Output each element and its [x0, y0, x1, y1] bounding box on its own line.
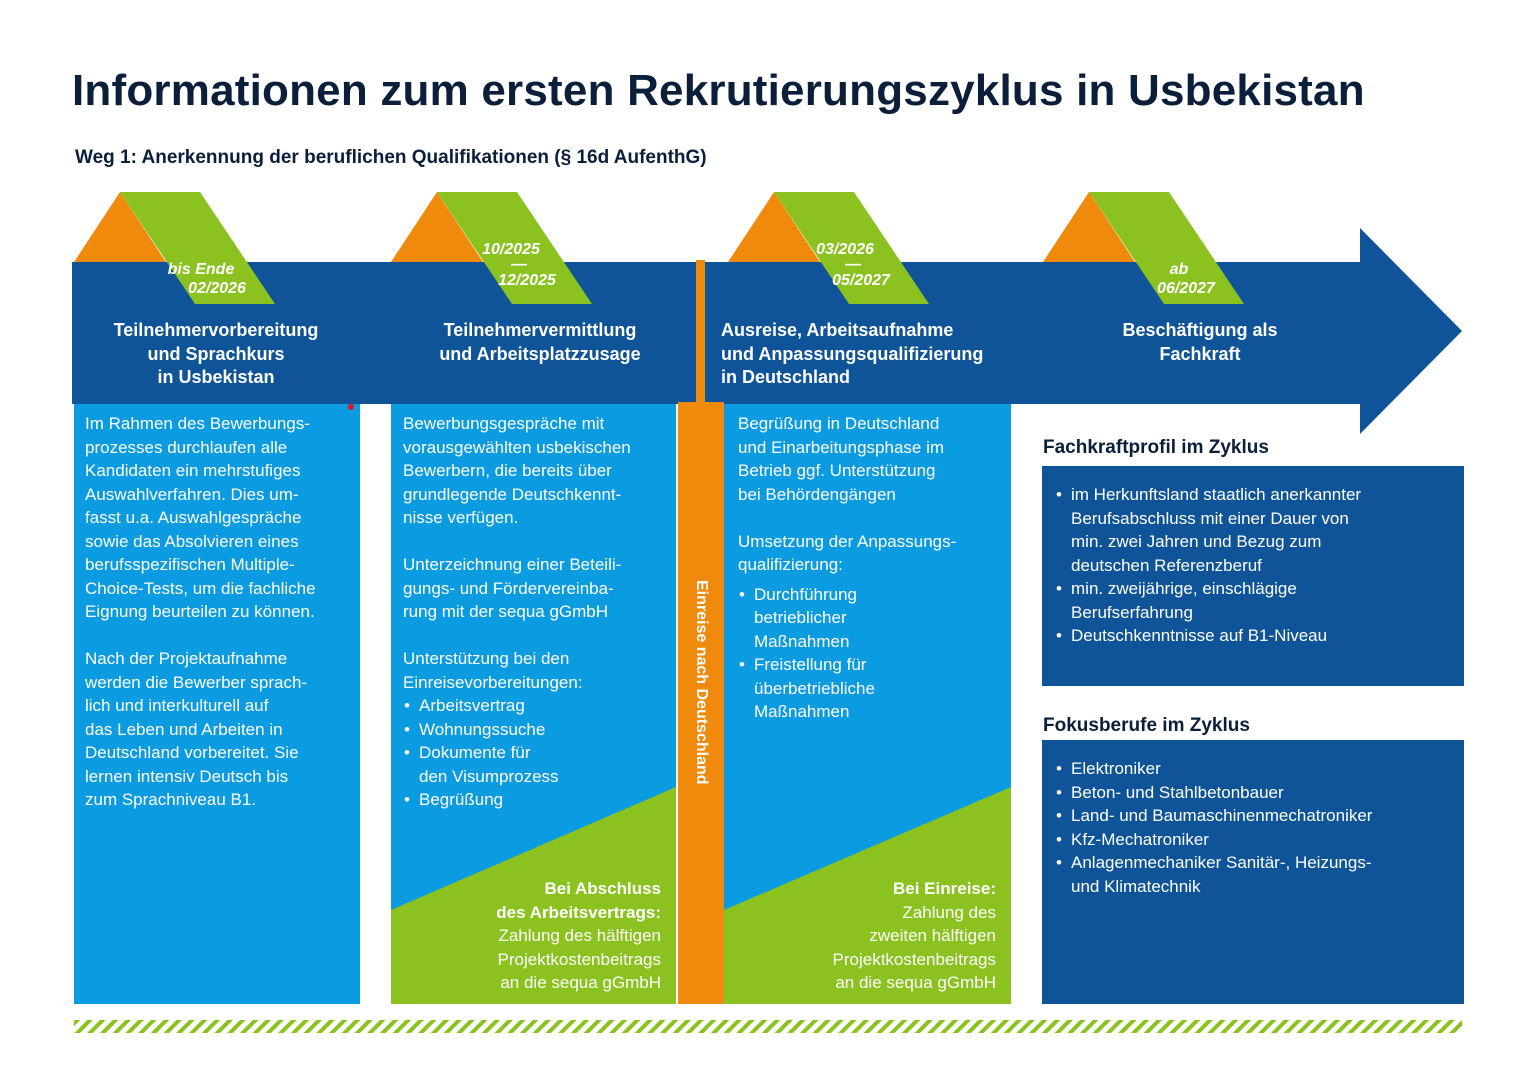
text-line: Bewerbungsgespräche mit	[403, 414, 605, 433]
text-line: und Klimatechnik	[1071, 876, 1201, 896]
stage-4-date	[1136, 260, 1236, 298]
stage-2-date-start: 10/2025	[482, 241, 540, 258]
text-line: im Herkunftsland staatlich anerkannter	[1071, 485, 1362, 504]
stage-4-title	[1080, 319, 1320, 366]
text-line: Unterzeichnung einer Beteili-	[403, 555, 622, 574]
text-line: Beton- und Stahlbetonbauer	[1071, 782, 1284, 802]
text-line: Maßnahmen	[754, 702, 850, 721]
payment-heading-line: Bei Abschluss	[544, 879, 661, 898]
arrival-divider-line	[696, 260, 705, 404]
text-line: Im Rahmen des Bewerbungs-	[85, 414, 310, 433]
text-line: qualifizierung:	[738, 555, 843, 574]
stage-4-date-end: 06/2027	[1157, 280, 1215, 297]
stage-2-date	[468, 240, 568, 290]
text-line: Einreisevorbereitungen:	[403, 672, 583, 692]
text-line: sowie das Absolvieren eines	[85, 531, 299, 551]
column-2-paragraph-3	[403, 647, 678, 694]
text-line: min. zwei Jahren und Bezug zum	[1071, 532, 1322, 551]
text-line: Kfz-Mechatroniker	[1071, 829, 1209, 849]
stage-4-title-line: Fachkraft	[1159, 343, 1241, 364]
text-line: Elektroniker	[1071, 759, 1161, 778]
text-line: Choice-Tests, um die fachliche	[85, 578, 316, 598]
column-1-text	[85, 412, 360, 835]
text-line: den Visumprozess	[419, 766, 559, 786]
text-line: gungs- und Fördervereinba-	[403, 578, 614, 598]
text-line: nisse verfügen.	[403, 508, 519, 527]
list-item	[1055, 757, 1454, 781]
column-2-bullet-list	[403, 694, 678, 812]
payment-text-line: Projektkostenbeitrags	[497, 949, 661, 969]
text-line: Bewerbern, die bereits über	[403, 461, 612, 480]
list-item: • Wohnungssuche	[403, 718, 678, 742]
text-line: Durchführung	[754, 584, 858, 604]
list-item	[1055, 483, 1454, 577]
stage-1-title-line: und Sprachkurs	[147, 343, 285, 364]
column-2-text	[403, 412, 678, 835]
stage-2-title-line: und Arbeitsplatzzusage	[439, 343, 641, 364]
text-line: vorausgewählten usbekischen	[403, 437, 631, 457]
list-item	[403, 741, 678, 788]
payment-heading-line: Bei Einreise:	[893, 879, 996, 898]
stage-3-title-line: und Anpassungsqualifizierung	[721, 343, 984, 364]
text-line: fasst u.a. Auswahlgespräche	[85, 508, 302, 527]
column-3-text	[738, 412, 1013, 747]
text-line: Betrieb ggf. Unterstützung	[738, 461, 936, 480]
list-item	[1055, 781, 1454, 805]
column-2-paragraph-1	[403, 412, 678, 530]
column-3-bullet-list	[738, 583, 1013, 724]
text-line: Kandidaten ein mehrstufiges	[85, 461, 301, 480]
text-line: lernen intensiv Deutsch bis	[85, 766, 289, 786]
payment-text-line: zweiten hälftigen	[869, 926, 996, 945]
stage-1-title-line: Teilnehmervorbereitung	[113, 320, 319, 340]
stage-2-date-end: 12/2025	[498, 272, 556, 289]
text-line: werden die Bewerber sprach-	[85, 672, 308, 692]
text-line: Unterstützung bei den	[403, 649, 570, 668]
text-line: Maßnahmen	[754, 631, 850, 651]
stage-1-date	[158, 260, 258, 298]
column-3-payment	[735, 877, 996, 995]
text-line: Berufsabschluss mit einer Dauer von	[1071, 508, 1349, 528]
text-line: Anlagenmechaniker Sanitär-, Heizungs-	[1071, 853, 1372, 872]
list-item	[1055, 851, 1454, 898]
list-item	[738, 653, 1013, 724]
arrival-divider-text: Einreise nach Deutschland	[693, 580, 710, 785]
stage-2-title	[395, 319, 685, 366]
text-line: das Leben und Arbeiten in	[85, 719, 283, 739]
text-line: prozesses durchlaufen alle	[85, 437, 288, 457]
payment-text-line: an die sequa gGmbH	[835, 973, 996, 992]
list-item: • Begrüßung	[403, 788, 678, 812]
stage-3-date-sep: —	[845, 256, 861, 273]
stage-3-date-start: 03/2026	[816, 241, 874, 258]
text-line: bei Behördengängen	[738, 484, 896, 504]
stage-1-date-start: bis Ende	[167, 261, 235, 278]
text-line: berufsspezifischen Multiple-	[85, 555, 295, 574]
text-line: Land- und Baumaschinenmechatroniker	[1071, 806, 1373, 825]
text-line: Nach der Projektaufnahme	[85, 649, 288, 668]
text-line: min. zweijährige, einschlägige	[1071, 579, 1297, 598]
text-line: Freistellung für	[754, 655, 867, 674]
list-item	[1055, 577, 1454, 624]
stage-3-date	[802, 240, 902, 290]
column-1-paragraph-1	[85, 412, 360, 624]
footer-hatch	[74, 1020, 1462, 1033]
stage-1-title	[74, 319, 358, 390]
stage-4-title-line: Beschäftigung als	[1122, 320, 1278, 340]
column-3-paragraph-2	[738, 530, 1013, 577]
text-line: Deutschland vorbereitet. Sie	[85, 743, 299, 762]
focus-list	[1055, 757, 1454, 898]
stage-2-title-line: Teilnehmervermittlung	[443, 320, 637, 340]
text-line: Umsetzung der Anpassungs-	[738, 531, 957, 551]
stage-3-title-line: Ausreise, Arbeitsaufnahme	[721, 320, 954, 340]
focus-heading: Fokusberufe im Zyklus	[1043, 715, 1250, 736]
column-3-paragraph-1	[738, 412, 1013, 506]
profile-box	[1042, 466, 1464, 686]
column-2-paragraph-2	[403, 553, 678, 624]
profile-list	[1055, 483, 1454, 648]
payment-text-line: an die sequa gGmbH	[500, 973, 661, 992]
list-item	[1055, 624, 1454, 648]
marker-dot	[348, 404, 354, 410]
stage-3-title	[721, 319, 1021, 390]
text-line: betrieblicher	[754, 608, 847, 627]
stage-3-title-line: in Deutschland	[721, 367, 851, 387]
list-item	[738, 583, 1013, 654]
text-line: rung mit der sequa gGmbH	[403, 602, 609, 621]
stage-4-date-start: ab	[1169, 261, 1189, 278]
payment-text-line: Zahlung des	[902, 902, 996, 922]
page-subtitle: Weg 1: Anerkennung der beruflichen Qualifikationen (§ 16d AufenthG)	[75, 147, 707, 168]
arrival-divider-label	[690, 580, 712, 830]
focus-box	[1042, 740, 1464, 1004]
text-line: deutschen Referenzberuf	[1071, 555, 1262, 575]
text-line: Begrüßung in Deutschland	[738, 414, 940, 433]
text-line: Deutschkenntnisse auf B1-Niveau	[1071, 626, 1328, 645]
profile-heading: Fachkraftprofil im Zyklus	[1043, 437, 1269, 458]
page-title: Informationen zum ersten Rekrutierungszyklus in Usbekistan	[72, 66, 1365, 115]
payment-heading-line: des Arbeitsvertrags:	[496, 902, 661, 922]
text-line: lich und interkulturell auf	[85, 696, 269, 715]
stage-1-date-end: 02/2026	[188, 280, 246, 297]
text-line: Dokumente für	[419, 743, 531, 762]
payment-text-line: Projektkostenbeitrags	[832, 949, 996, 969]
list-item	[1055, 804, 1454, 828]
column-1-paragraph-2	[85, 647, 360, 812]
stage-1-title-line: in Usbekistan	[157, 367, 275, 387]
text-line: grundlegende Deutschkennt-	[403, 484, 622, 504]
stage-3-date-end: 05/2027	[832, 272, 890, 289]
text-line: Auswahlverfahren. Dies um-	[85, 484, 299, 504]
payment-text-line: Zahlung des hälftigen	[498, 926, 661, 945]
column-2-payment	[400, 877, 661, 995]
text-line: Berufserfahrung	[1071, 602, 1193, 622]
text-line: überbetriebliche	[754, 678, 875, 698]
list-item	[1055, 828, 1454, 852]
text-line: Eignung beurteilen zu können.	[85, 602, 315, 621]
text-line: und Einarbeitungsphase im	[738, 437, 945, 457]
stage-2-date-sep: —	[511, 256, 527, 273]
text-line: zum Sprachniveau B1.	[85, 790, 257, 809]
list-item: • Arbeitsvertrag	[403, 694, 678, 718]
